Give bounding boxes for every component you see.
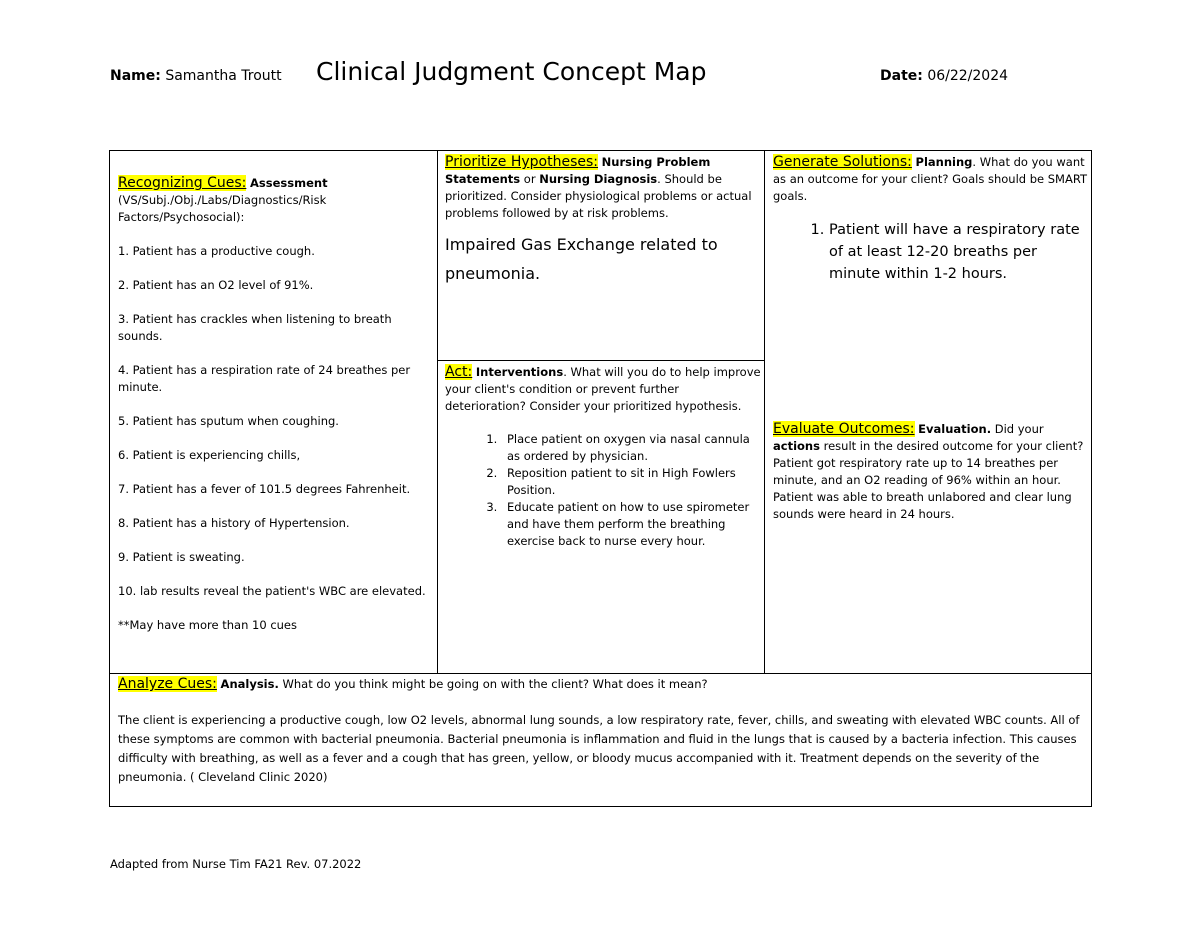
cue-list	[118, 243, 428, 634]
prioritize-sub-2: Nursing Diagnosis	[539, 172, 658, 186]
evaluate-description-1: Did your	[991, 422, 1044, 436]
name-value: Samantha Troutt	[165, 68, 282, 84]
recognizing-cues-cell	[118, 175, 428, 651]
prioritize-hypotheses-cell	[445, 154, 763, 288]
cue-item: 1. Patient has a productive cough.	[118, 244, 315, 258]
intervention-list	[445, 431, 763, 550]
act-subheading: Interventions	[475, 365, 564, 379]
generate-solutions-heading: Generate Solutions:	[773, 154, 912, 170]
generate-solutions-cell	[773, 154, 1089, 285]
divider-horizontal-bottom	[110, 673, 1091, 674]
act-heading: Act:	[445, 364, 473, 380]
cue-item: 7. Patient has a fever of 101.5 degrees Fahrenheit.	[118, 482, 411, 496]
divider-horizontal-middle	[437, 360, 764, 361]
nursing-diagnosis: Impaired Gas Exchange related to pneumonia.	[445, 235, 718, 283]
analyze-description: What do you think might be going on with the client? What does it mean?	[278, 677, 708, 691]
date-field	[880, 68, 1008, 84]
intervention-item: 3. Educate patient on how to use spirometer and have them perform the breathing exercise back to nurse every hour.	[501, 499, 763, 550]
generate-description: . What do you want as an outcome for your client? Goals should be SMART goals.	[773, 155, 1088, 203]
intervention-item: 1. Place patient on oxygen via nasal cannula as ordered by physician.	[501, 431, 763, 465]
analyze-cues-heading: Analyze Cues:	[118, 676, 217, 692]
analyze-cues-cell	[118, 676, 1083, 787]
date-label: Date:	[880, 68, 923, 84]
evaluate-subheading: Evaluation.	[918, 422, 992, 436]
goal-list	[773, 219, 1089, 285]
evaluate-outcomes-heading: Evaluate Outcomes:	[773, 421, 915, 437]
recognizing-cues-categories: (VS/Subj./Obj./Labs/Diagnostics/Risk Factors/Psychosocial):	[118, 193, 327, 224]
cue-item: 6. Patient is experiencing chills,	[118, 448, 301, 462]
cue-note: **May have more than 10 cues	[118, 618, 298, 632]
analyze-subheading: Analysis.	[220, 677, 279, 691]
evaluate-description-2: result in the desired outcome for your client?	[819, 439, 1084, 453]
divider-vertical-1	[437, 151, 438, 673]
cue-item: 3. Patient has crackles when listening to breath sounds.	[118, 312, 392, 343]
cue-item: 4. Patient has a respiration rate of 24 breathes per minute.	[118, 363, 411, 394]
date-value: 06/22/2024	[927, 68, 1009, 84]
recognizing-cues-heading: Recognizing Cues:	[118, 175, 247, 191]
page-title: Clinical Judgment Concept Map	[316, 57, 707, 86]
cue-item: 9. Patient is sweating.	[118, 550, 245, 564]
footer-note: Adapted from Nurse Tim FA21 Rev. 07.2022	[110, 857, 362, 871]
cue-item: 10. lab results reveal the patient's WBC are elevated.	[118, 584, 426, 598]
evaluation-result: Patient got respiratory rate up to 14 breathes per minute, and an O2 reading of 96% within an hour. Patient was able to breath unlabored and clear lung sounds were heard in 24 hours.	[773, 456, 1072, 521]
act-description: . What will you do to help improve your client's condition or prevent further deterioration? Consider your prioritized hypothesis.	[445, 365, 761, 413]
goal-item: 1. Patient will have a respiratory rate of at least 12-20 breaths per minute within 1-2 hours.	[829, 219, 1089, 285]
divider-vertical-2	[764, 151, 765, 673]
generate-subheading: Planning	[915, 155, 973, 169]
intervention-item: 2. Reposition patient to sit in High Fowlers Position.	[501, 465, 763, 499]
name-field	[110, 68, 282, 84]
prioritize-or: or	[520, 172, 540, 186]
evaluate-actions-word: actions	[773, 439, 820, 453]
analysis-text: The client is experiencing a productive cough, low O2 levels, abnormal lung sounds, a low respiratory rate, fever, chills, and sweating with elevated WBC counts. All of these symptoms are common with bacterial pneumonia. Bacterial pneumonia is inflammation and fluid in the lungs that is caused by a bacteria infection. This causes difficulty with breathing, as well as a fever and a cough that has green, yellow, or bloody mucus accompanied with it. Treatment depends on the severity of the pneumonia. ( Cleveland Clinic 2020)	[118, 713, 1080, 784]
prioritize-hypotheses-heading: Prioritize Hypotheses:	[445, 154, 599, 170]
evaluate-outcomes-cell	[773, 421, 1089, 523]
cue-item: 5. Patient has sputum when coughing.	[118, 414, 339, 428]
prioritize-description: . Should be prioritized. Consider physiological problems or actual problems followed by at risk problems.	[445, 172, 752, 220]
recognizing-cues-subheading: Assessment	[250, 176, 328, 190]
cue-item: 8. Patient has a history of Hypertension.	[118, 516, 350, 530]
prioritize-sub-1: Nursing Problem Statements	[445, 155, 711, 186]
cue-item: 2. Patient has an O2 level of 91%.	[118, 278, 314, 292]
act-cell	[445, 364, 763, 550]
concept-map-table	[109, 150, 1092, 807]
name-label: Name:	[110, 68, 161, 84]
